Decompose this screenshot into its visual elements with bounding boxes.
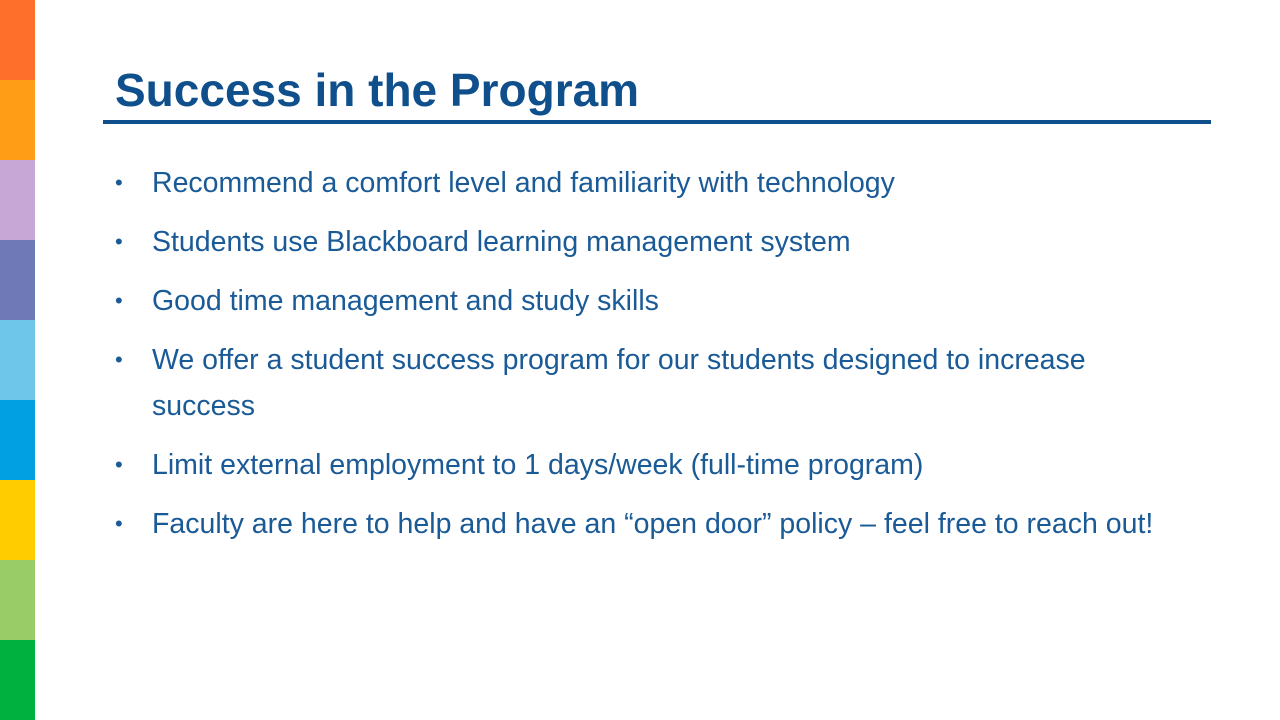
bullet-text: Limit external employment to 1 days/week (full-time program)	[152, 449, 924, 481]
bullet-text: Faculty are here to help and have an “open door” policy – feel free to reach out!	[152, 508, 1154, 540]
bullet-dot-icon: •	[115, 288, 123, 313]
bullet-item-employment	[115, 442, 1175, 488]
color-block-orange	[0, 0, 35, 80]
bullet-item-success-program	[115, 337, 1175, 429]
color-block-indigo	[0, 240, 35, 320]
bullet-dot-icon: •	[115, 170, 123, 195]
color-block-amber	[0, 80, 35, 160]
bullet-dot-icon: •	[115, 347, 123, 372]
title-underline-divider	[103, 120, 1211, 124]
slide-title: Success in the Program	[115, 64, 640, 116]
bullet-text: Students use Blackboard learning management system	[152, 226, 851, 258]
bullet-list	[115, 160, 1175, 560]
bullet-text: Good time management and study skills	[152, 285, 659, 317]
color-block-sky-blue	[0, 320, 35, 400]
bullet-item-faculty	[115, 501, 1175, 547]
bullet-dot-icon: •	[115, 511, 123, 536]
bullet-text: We offer a student success program for our students designed to increase success	[152, 344, 1086, 422]
bullet-dot-icon: •	[115, 229, 123, 254]
color-block-yellow	[0, 480, 35, 560]
bullet-dot-icon: •	[115, 452, 123, 477]
bullet-text: Recommend a comfort level and familiarity with technology	[152, 167, 895, 199]
color-block-green	[0, 640, 35, 720]
color-block-blue	[0, 400, 35, 480]
bullet-item-technology	[115, 160, 1175, 206]
color-block-light-green	[0, 560, 35, 640]
decorative-color-bar	[0, 0, 35, 720]
bullet-item-time-management	[115, 278, 1175, 324]
color-block-lavender	[0, 160, 35, 240]
bullet-item-blackboard	[115, 219, 1175, 265]
